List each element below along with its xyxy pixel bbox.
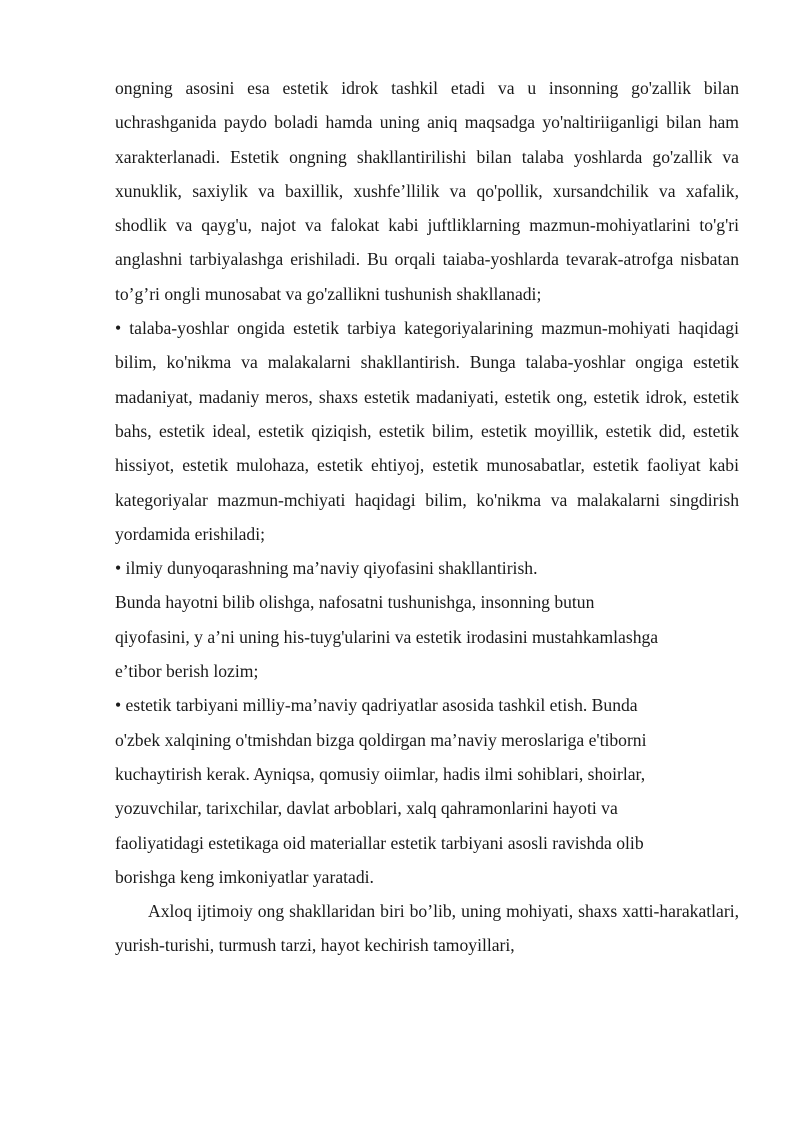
text-line: o'zbek xalqining o'tmishdan bizga qoldirgan ma’naviy meroslariga e'tiborni — [115, 729, 647, 750]
paragraph-milliy-qadriyatlar — [115, 688, 739, 894]
document-page — [115, 71, 739, 963]
text-line: e’tibor berish lozim; — [115, 661, 259, 682]
paragraph-ilmiy-dunyoqarash: • ilmiy dunyoqarashning ma’naviy qiyofasini shakllantirish. — [115, 558, 538, 579]
text-line: borishga keng imkoniyatlar yaratadi. — [115, 866, 374, 887]
text-line: yozuvchilar, tarixchilar, davlat arboblari, xalq qahramonlarini hayoti va — [115, 798, 618, 819]
paragraph-estetik-kategoriyalar: • talaba-yoshlar ongida estetik tarbiya kategoriyalarining mazmun-mohiyati haqidagi bilim, ko'nikma va malakalarni shakllantirish. Bunga talaba-yoshlar ongiga estetik madaniyat, madaniy meros, shaxs estetik madaniyati, estetik ong, estetik idrok, estetik bahs, estetik ideal, estetik qiziqish, estetik bilim, estetik moyillik, estetik did, estetik hissiyot, estetik mulohaza, estetik ehtiyoj, estetik munosabatlar, estetik faoliyat kabi kategoriyalar mazmun-mchiyati haqidagi bilim, ko'nikma va malakalarni singdirish yordamida erishiladi; — [115, 318, 739, 544]
text-line: • estetik tarbiyani milliy-ma’naviy qadriyatlar asosida tashkil etish. Bunda — [115, 695, 638, 716]
paragraph-estetik-ong: ongning asosini esa estetik idrok tashkil etadi va u insonning go'zallik bilan uchrashganida paydo boladi hamda uning aniq maqsadga yo'naltiriiganligi bilan ham xarakterlanadi. Estetik ongning shakllantirilishi bilan talaba yoshlarda go'zallik va xunuklik, saxiylik va baxillik, xushfe’llilik va qo'pollik, xursandchilik va xafalik, shodlik va qayg'u, najot va falokat kabi juftliklarning mazmun-mohiyatlarini to'g'ri anglashni tarbiyalashga erishiladi. Bu orqali taiaba-yoshlarda tevarak-atrofga nisbatan to’g’ri ongli munosabat va go'zallikni tushunish shakllanadi; — [115, 78, 739, 304]
text-line: faoliyatidagi estetikaga oid materiallar estetik tarbiyani asosli ravishda olib — [115, 832, 644, 853]
paragraph-axloq: Axloq ijtimoiy ong shakllaridan biri bo’lib, uning mohiyati, shaxs xatti-harakatlari, yurish-turishi, turmush tarzi, hayot kechirish tamoyillari, — [115, 901, 739, 956]
paragraph-hayotni-bilish — [115, 585, 739, 688]
text-line: qiyofasini, y a’ni uning his-tuyg'ularini va estetik irodasini mustahkamlashga — [115, 626, 659, 647]
text-line: kuchaytirish kerak. Ayniqsa, qomusiy oiimlar, hadis ilmi sohiblari, shoirlar, — [115, 763, 646, 784]
text-line: Bunda hayotni bilib olishga, nafosatni tushunishga, insonning butun — [115, 592, 595, 613]
